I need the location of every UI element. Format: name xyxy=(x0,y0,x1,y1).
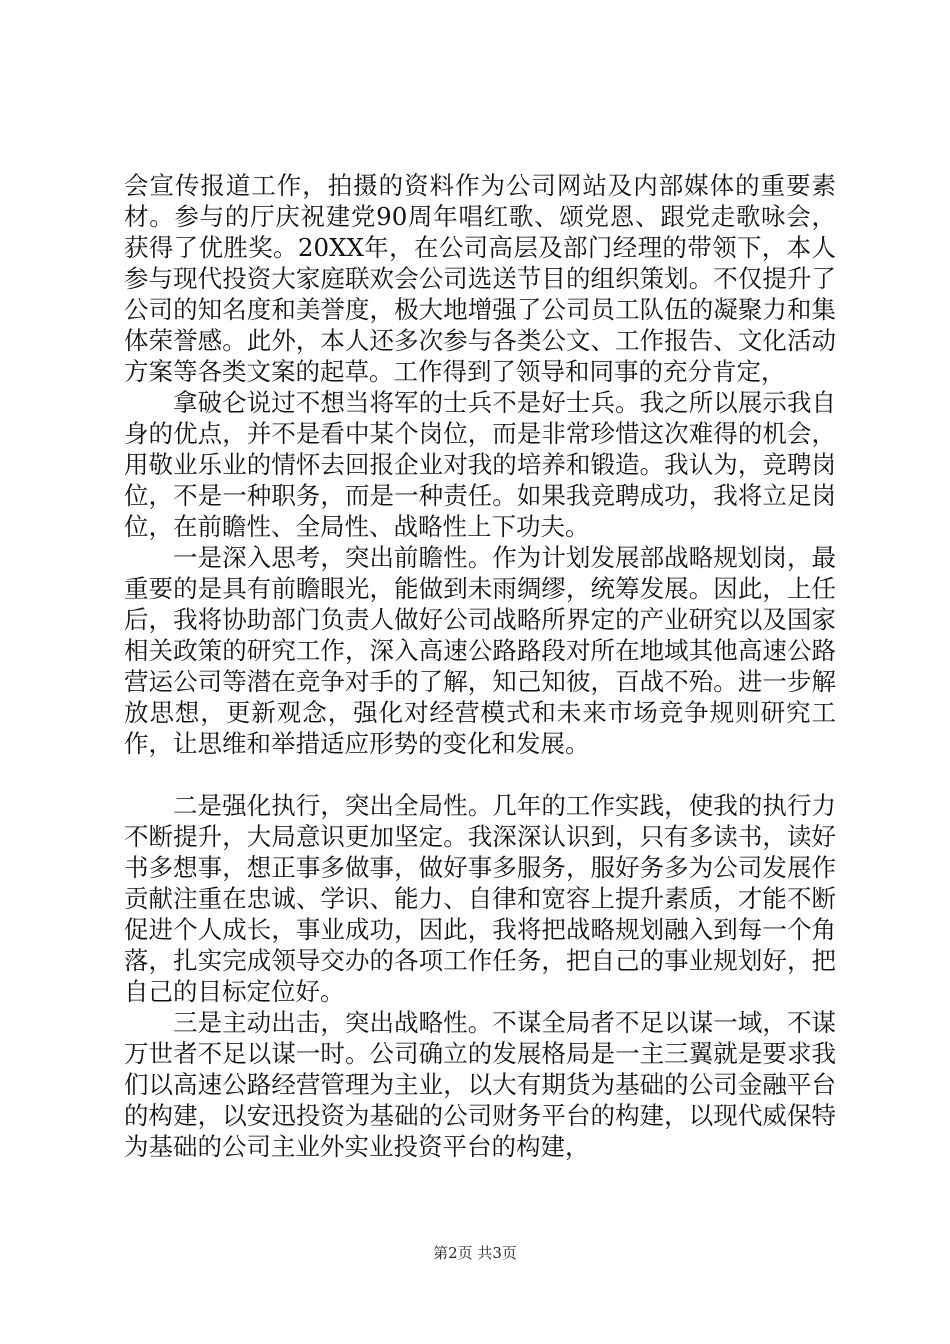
document-body xyxy=(124,170,836,1162)
paragraph-5: 三是主动出击，突出战略性。不谋全局者不足以谋一域，不谋万世者不足以谋一时。公司确立的发展格局是一主三翼就是要求我们以高速公路经营管理为主业，以大有期货为基础的公司金融平台的构建，以安迅投资为基础的公司财务平台的构建，以现代威保特为基础的公司主业外实业投资平台的构建， xyxy=(124,1008,836,1161)
paragraph-gap xyxy=(124,759,836,790)
paragraph-4: 二是强化执行，突出全局性。几年的工作实践，使我的执行力不断提升，大局意识更加坚定。我深深认识到，只有多读书，读好书多想事，想正事多做事，做好事多服务，服好务多为公司发展作贡献注重在忠诚、学识、能力、自律和宽容上提升素质，才能不断促进个人成长，事业成功，因此，我将把战略规划融入到每一个角落，扎实完成领导交办的各项工作任务，把自己的事业规划好，把自己的目标定位好。 xyxy=(124,791,836,1006)
page-number-footer: 第2页 共3页 xyxy=(433,1244,517,1262)
paragraph-1: 会宣传报道工作，拍摄的资料作为公司网站及内部媒体的重要素材。参与的厅庆祝建党90周年唱红歌、颂党恩、跟党走歌咏会，获得了优胜奖。20XX年，在公司高层及部门经理的带领下，本人参与现代投资大家庭联欢会公司选送节目的组织策划。不仅提升了公司的知名度和美誉度，极大地增强了公司员工队伍的凝聚力和集体荣誉感。此外，本人还多次参与各类公文、工作报告、文化活动方案等各类文案的起草。工作得到了领导和同事的充分肯定， xyxy=(124,171,836,386)
paragraph-2: 拿破仑说过不想当将军的士兵不是好士兵。我之所以展示我自身的优点，并不是看中某个岗位，而是非常珍惜这次难得的机会，用敬业乐业的情怀去回报企业对我的培养和锻造。我认为，竞聘岗位，不是一种职务，而是一种责任。如果我竞聘成功，我将立足岗位，在前瞻性、全局性、战略性上下功夫。 xyxy=(124,388,836,541)
paragraph-3: 一是深入思考，突出前瞻性。作为计划发展部战略规划岗，最重要的是具有前瞻眼光，能做到未雨绸缪，统筹发展。因此，上任后，我将协助部门负责人做好公司战略所界定的产业研究以及国家相关政策的研究工作，深入高速公路路段对所在地域其他高速公路营运公司等潜在竞争对手的了解，知己知彼，百战不殆。进一步解放思想，更新观念，强化对经营模式和未来市场竞争规则研究工作，让思维和举措适应形势的变化和发展。 xyxy=(124,543,836,758)
